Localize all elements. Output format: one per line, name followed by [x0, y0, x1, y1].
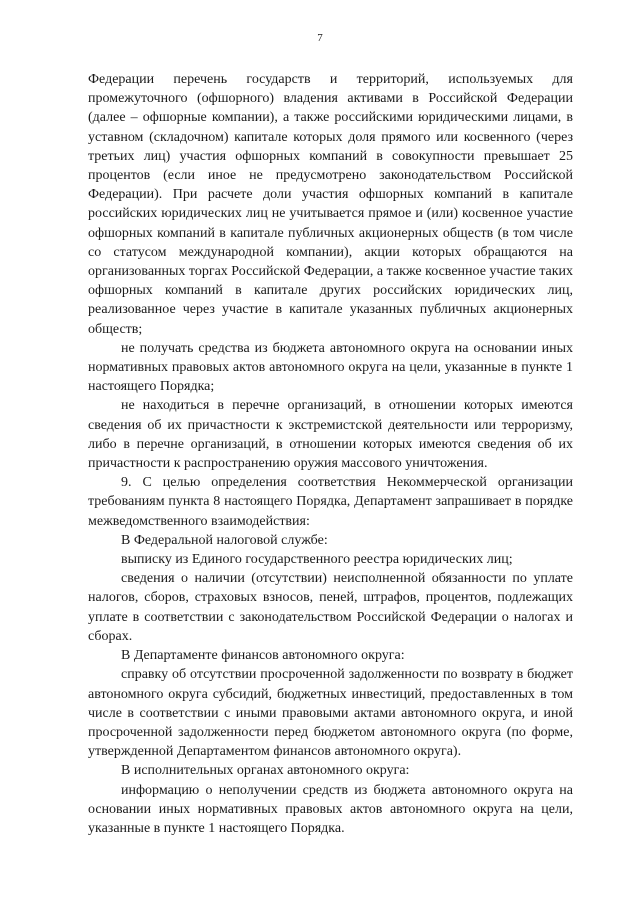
paragraph-clause-9: 9. С целью определения соответствия Некоммерческой организации требованиям пункта 8 настоящего Порядка, Департамент запрашивает в порядке межведомственного взаимодействия:	[88, 475, 573, 529]
paragraph-overdue-debt-certificate: справку об отсутствии просроченной задолженности по возврату в бюджет автономного округа субсидий, бюджетных инвестиций, предоставленных в том числе в соответствии с иными правовыми актами автономного округа, и иной просроченной задолженности перед бюджетом автономного округа (по форме, утвержденной Департаментом финансов автономного округа).	[88, 667, 573, 760]
paragraph-tax-service-heading: В Федеральной налоговой службе:	[121, 532, 328, 548]
paragraph-tax-debt-info: сведения о наличии (отсутствии) неисполненной обязанности по уплате налогов, сборов, страховых взносов, пеней, штрафов, процентов, подлежащих уплате в соответствии с законодательством Российской Федерации о налогах и сборах.	[88, 571, 573, 644]
paragraph-finance-department-heading: В Департаменте финансов автономного округа:	[121, 648, 405, 664]
paragraph-executive-bodies-heading: В исполнительных органах автономного округа:	[121, 763, 410, 779]
page-number: 7	[317, 32, 323, 44]
paragraph-not-in-extremist-list: не находиться в перечне организаций, в отношении которых имеются сведения об их причастности к экстремистской деятельности или терроризму, либо в перечне организаций, в отношении которых имеются сведения об их причастности к распространению оружия массового уничтожения.	[88, 398, 573, 472]
paragraph-no-budget-funds: не получать средства из бюджета автономного округа на основании иных нормативных правовых актов автономного округа на цели, указанные в пункте 1 настоящего Порядка;	[88, 340, 573, 395]
paragraph-non-receipt-info: информацию о неполучении средств из бюджета автономного округа на основании иных нормативных правовых актов автономного округа на цели, указанные в пункте 1 настоящего Порядка.	[88, 782, 573, 836]
document-body	[88, 70, 573, 838]
paragraph-registry-extract: выписку из Единого государственного реестра юридических лиц;	[121, 552, 513, 568]
paragraph-offshore-continuation: Федерации перечень государств и территорий, используемых для промежуточного (офшорного) владения активами в Российской Федерации (далее – офшорные компании), а также российскими юридическими лицами, в уставном (складочном) капитале которых доля прямого или косвенного (через третьих лиц) участия офшорных компаний в совокупности превышает 25 процентов (если иное не предусмотрено законодательством Российской Федерации). При расчете доли участия офшорных компаний в капитале российских юридических лиц не учитывается прямое и (или) косвенное участие офшорных компаний в капитале публичных акционерных обществ (в том числе со статусом международной компании), акции которых обращаются на организованных торгах Российской Федерации, а также косвенное участие таких офшорных компаний в капитале других российских юридических лиц, реализованное через участие в капитале указанных публичных акционерных обществ;	[88, 72, 573, 337]
